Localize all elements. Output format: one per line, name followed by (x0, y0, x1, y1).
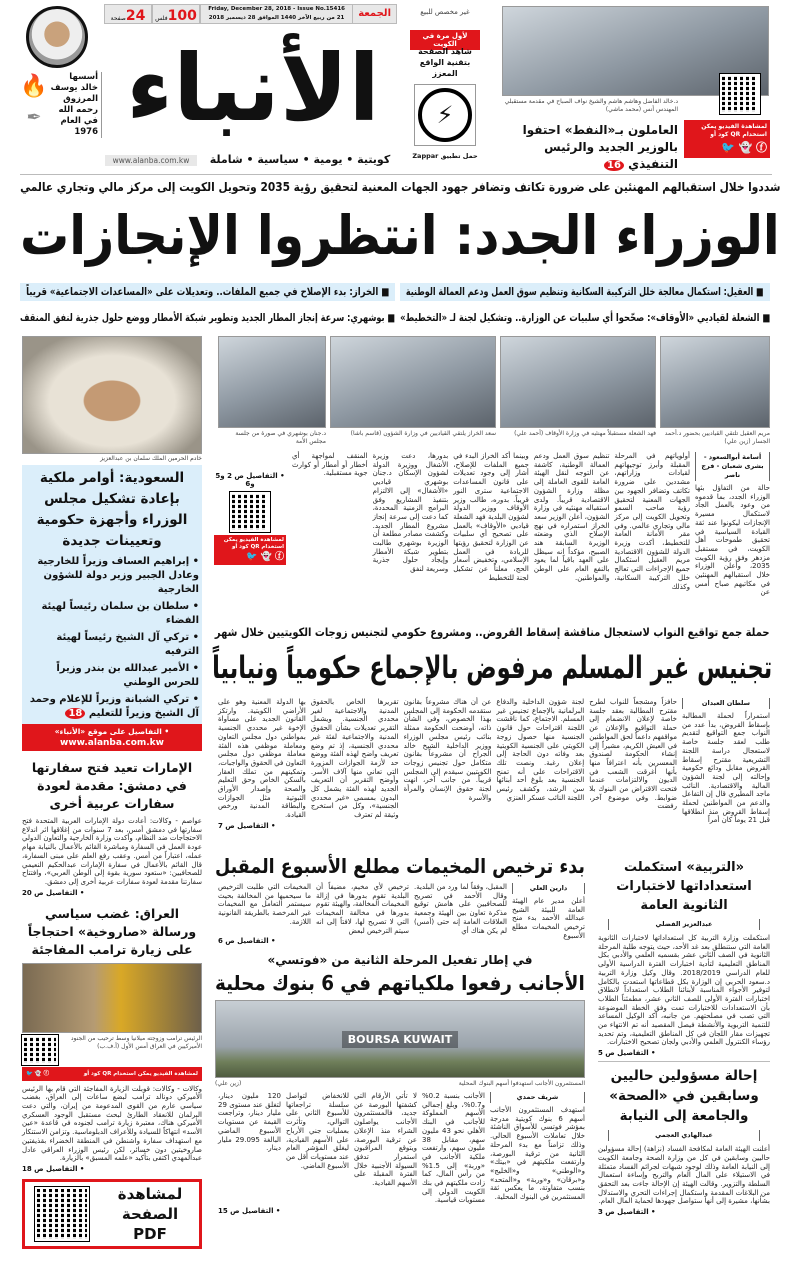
tarbiya-more[interactable]: • التفاصيل ص 5 (598, 1049, 656, 1058)
text-column: استمراراً لحملة المطالبة بإسقاط القروض، بدأ عدد من النواب جمع التواقيع لتقديم طلب لعقد جلسة خاصة لاستعجال دراسة اللجنة التشريعية مقترح إسقاط القروض مقابل ودائع حكومية وإحالته إلى لجنة الشؤون المالية والاقتصادية. النائب ماجد المطيري قال إن التفاعل والدعم من المواطنين لحملة إسقاط القروض منذ انطلاقها قبل 21 يوماً كان أمراً (682, 712, 770, 825)
founder-text (50, 72, 102, 138)
text-column: 120 مليون دينار، لتغلق عند مستوى 29 مليار دينار، وتراجعت القيمة عن مستويات الأسبوع الماضي البالغة 29.095 مليار دينار. (218, 1092, 282, 1153)
date-box (200, 4, 397, 24)
pdf-qr-code[interactable] (35, 1187, 89, 1241)
saudi-bullet: • سلطان بن سلمان رئيساً لهيئة الفضاء (41, 601, 199, 626)
saudi-box (22, 465, 202, 751)
text-column: لا تأتي الأرقام التي كشفتها البورصة عن جديد، فالمستثمرون الأجانب يواصلون الشراء منذ الإعلان عن ترقية البورصة، ويتوقع المراقبون استمرار تدفق السيولة الأجنبية خلال الفترة المقبلة على الأسهم القيادية. (354, 1092, 417, 1188)
social-icons[interactable]: ⓕ 👻 🐦 (26, 1070, 50, 1077)
top-headline[interactable] (500, 122, 678, 174)
photo-kharraz (330, 336, 496, 428)
text-column: أعلن مدير عام الهيئة العامة للبيئة الشيخ عبدالله الأحمد بدء منح ترخيص المخيمات مطلع الأسبوع (512, 897, 585, 940)
flame-pen-icon: 🔥 ✒ (20, 74, 48, 128)
date-en: Friday, December 28, 2018 - Issue No.15416 (208, 6, 345, 12)
nat-headline[interactable] (212, 641, 772, 695)
caption-aqeel: مريم العقيل تلتقي القياديين بحضور د.أحمد الجسار (زين علي) (664, 430, 770, 445)
newspaper-logo[interactable] (106, 30, 400, 148)
nat-kicker (215, 624, 770, 640)
top-headline-text: العاملون بـ«النفط» احتفوا بالوزير الجديد والرئيس التنفيذي (522, 123, 678, 171)
fatca-more[interactable]: • التفاصيل ص 15 (218, 1207, 281, 1216)
saudi-photo (22, 336, 202, 454)
qr-promo-text: لمشاهدة الفيديو يمكن استخدام QR كود أو (83, 1070, 198, 1077)
photo-bushehri (218, 336, 326, 428)
uae-more[interactable]: • التفاصيل ص 20 (22, 888, 85, 897)
text-column: عن أن هناك مشروعاً بقانون ستقدمه الحكومة إلى المجلس بهذا الخصوص، وفي الشأن ذاته، أوضحت الحكومة ممثلة بنائب رئيس مجلس الوزراء ووزير الداخلية الشيخ خالد الجراح أن مشروعاً بقانون متكامل حول تجنيس زوجات الكويتيين سيقدم إلى المجلس قريباً. من جانب آخر، انهت لجنة حقوق الإنسان والمرأة والأسرة (403, 698, 492, 802)
tarbiya-body: استكملت وزارة التربية كل استعداداتها لاختبارات الثانوية العامة التي ستنطلق بعد غد الأحد، حيث يتوجه طلبة المرحلة الثانوية في الصف الثاني عشر بقسميه العلمي والأدبي بكل المناطق التعليمية لتأدية اختبارات الفترة الدراسية الأولى للعام الدراسي 2018/2019. وقال وكيل وزارة التربية د.سعود الحربي إن الوزارة بكل قطاعاتها استعدت بالكامل لتوفير الأجواء المناسبة لأبنائنا الطلاب استعداداً لانطلاق اختبارات الفترة الأولى للصف الثاني عشر، مطمئناً الطلاب بأن الاستعدادات للاختبارات تمت وفق الخطة الموضوعة التي تصب في مصلحتهم. من جانبه، أكد الوكيل المساعد للتنمية التربوية والأنشطة فيصل المقصيد أنه تم الانتهاء من تجهيزات مقار اللجان في كل المناطق التعليمية، وتم تحديد رؤساء الكنترول العلمي والأدبي ولجان تصحيح الاختبارات. (598, 934, 770, 1047)
uae-headline[interactable]: الإمارات تعيد فتح سفارتها في دمشق: مقدمة لعودة سفارات عربية أخرى (31, 760, 193, 811)
text-column: المقبل، وفقاً لما ورد من البلدية. وقال الأحمد في تصريح للصحافيين على هامش توقيع مذكرة تعاون بين الهيئة وجمعية العلاقات العامة إنه حتى (أمس) لم يكن هناك أي (414, 883, 507, 935)
camps-body-wrap (218, 883, 507, 945)
saudi-site[interactable]: www.alanba.com.kw (60, 738, 164, 748)
logo-text: الأنباء (126, 35, 380, 142)
boursa-caption (215, 1080, 585, 1088)
iraq-more[interactable]: • التفاصيل ص 18 (22, 1164, 85, 1173)
nat-more[interactable]: • التفاصيل ص 7 (218, 821, 276, 830)
photo-shuala (500, 336, 656, 428)
referral-body: أعلنت الهيئة العامة لمكافحة الفساد (نزاهة) إحالة مسؤولين حاليين وسابقين في كل من وزارة الصحة وجامعة الكويت إلى النيابة العامة وذلك لوجود شبهات لجرائم الفساد متمثلة في الاستيلاء على المال العام والتربح وإساءة استعمال السلطة والتزوير. وقالت الهيئة إن الإحالة جاءت بعد التحقق من البلاغات المقدمة واستكمال إجراءات التحري والاستدلال بشأنها، مشيرة إلى أنها ستواصل جهودها لحماية المال العام. (598, 1145, 770, 1206)
founder-line: خالد يوسف (50, 83, 98, 93)
pdf-label: لمشاهدة الصفحة PDF (117, 1184, 183, 1243)
referral-more[interactable]: • التفاصيل ص 3 (598, 1208, 656, 1217)
text-column: بدورها، دعت وزيرة الأشغال ووزيرة الدولة لشؤون الإسكان د.جنان بوشهري قياديي «الأشغال» إلى الالتزام بتنفيذ المشاريع وفق البرامج الزمنية المحددة، كما دعت إلى سرعة إنجاز مشروع المطار الجديد. وكشفت مصادر مطلعة أن الوزيرة بوشهري طالبت بتطوير شبكة الأمطار وإيجاد حلول جذرية وسريعة لنفق (372, 452, 449, 574)
saudi-more-box[interactable] (22, 724, 202, 751)
lead-bar-left (20, 283, 395, 301)
camps-first-column (512, 883, 585, 941)
taglines-text: كويتية • يومية • سياسية • شاملة (209, 153, 391, 166)
fatca-first-column (490, 1092, 585, 1202)
top-qr-code[interactable] (720, 74, 760, 114)
founder-line: أسسها (69, 72, 98, 82)
tarbiya-byline: عبدالعزيز الفضلي (608, 919, 760, 930)
fatca-body (218, 1092, 485, 1205)
iraq-caption-row (22, 1035, 202, 1065)
founder-line: 1976 (74, 127, 98, 137)
promo-label: لأول مرة في الكويت (410, 30, 480, 50)
fatca-headline-text: الأجانب رفعوا ملكياتهم في 6 بنوك محلية (215, 971, 585, 995)
camps-headline[interactable] (215, 852, 585, 880)
text-column: للانخفاض لتواصل سلسلة تراجعاتها للأسبوع الثاني على التوالي، وتأثرت بعمليات جني الأرباح على الأسهم القيادية، ليغلق المؤشر العام عند مستويات أقل من الأسبوع الماضي. (286, 1092, 349, 1170)
price-unit: فلس (155, 15, 168, 22)
pages-count: 24 (125, 8, 146, 24)
caption-text: د.خالد الفاضل وهاشم هاشم والشيخ نواف الصباح في مقدمة مستقبلي المهندس أنس (504, 98, 678, 113)
lead-kicker-text: شددوا خلال استقبالهم المهنئين على ضرورة تكاتف وتضافر جهود الجهات المعنية لتحقيق رؤية 2035 وتحويل الكويت إلى مركز مالي وتجاري عالمي (19, 180, 780, 194)
founder-line: المرزوق (63, 94, 98, 104)
lead-line-right (400, 312, 770, 324)
lead-first-column (695, 452, 770, 597)
lead-video-promo[interactable] (214, 535, 286, 565)
caption-bushehri: د.جنان بوشهري في صورة من جلسة مجلس الأمة (235, 430, 326, 445)
nat-headline-text: تجنيس غير المسلم مرفوض بالإجماع حكومياً ونيابياً (211, 650, 772, 686)
saudi-bullet: • تركي آل الشيخ رئيساً لهيئة الترفيه (56, 632, 199, 657)
day-label: الجمعة (352, 5, 396, 23)
pdf-box[interactable] (22, 1179, 202, 1249)
uae-body: عواصم - وكالات: أعادت دولة الإمارات العربية المتحدة فتح سفارتها في دمشق أمس، بعد 7 سنوات من إغلاقها اثر اندلاع الاحتجاجات ضد النظام، وأكدت وزارة الخارجية والتعاون الدولي عودة العمل في السفارة ومباشرة القائم بالأعمال بالنيابة مهام عمله، اعتباراً من أمس. وعقب رفع العلم على مبنى السفارة، قال القائم بالأعمال في سفارة الإمارات عبدالحكيم النعيمي للصحافيين: «ستعود سورية بقوة إلى الوطن العربي»، وافتتاح سفارتنا مقدمة لعودة سفارات عربية أخرى إلى دمشق. (22, 817, 202, 886)
divider (598, 1061, 770, 1062)
photo-aqeel (660, 336, 770, 428)
boursa-sign: BOURSA KUWAIT (342, 1031, 458, 1048)
iraq-qr-code[interactable] (22, 1035, 58, 1065)
promo-text: شاهد الصفحة بتقنية الواقع المعزز (418, 47, 472, 78)
lead-headline[interactable] (20, 198, 780, 274)
left-sidebar (22, 336, 202, 1249)
caption-text: المستثمرون الأجانب استهدفوا أسهم البنوك المحلية (458, 1080, 585, 1087)
caption-shuala: فهد الشعلة مستقبلاً مهنئيه في وزارة الأوقاف (أحمد علي) (514, 430, 656, 437)
price-box (152, 4, 200, 24)
caption-credit: (زين علي) (215, 1080, 242, 1087)
nat-byline: سلطان العبدان (682, 698, 770, 709)
qr-promo-text: لمشاهدة الفيديو يمكن استخدام QR كود أو (223, 537, 284, 550)
text-column: بها الدولة المعنية وهو على الأراضي الكويتية. وارتكز القانون الجديد على مساواة الإخوة غير محددي الجنسية بمواطني دول مجلس التعاون ومعاملة موظفي هذه الفئة معاملة موظفي دول مجلس التعاون في الحقوق والواجبات، وتمكينهم من تملك العقار بالسكن الخاص وحق التعليم والصحة وإصدار الأوراق الثبوتية مثل الجوازات والبطاقة المدنية ورخص القيادة. (218, 698, 306, 820)
text-column: وبينما أكد الخراز البدء في جميع الملفات للإصلاح، أشار إلى وجود تعديلات على قانون المساعدات الاجتماعية سترى النور قريباً. بدوره، طالب وزير الأوقاف ووزير الدولة لشؤون البلدية فهد الشعلة قياديي «الأوقاف» بالعمل على تصحيح أي سلبيات عن الوزارة لتحقيق رؤيتها للريادة في العمل الإسلامي، وتخفيض أسعار الحج، معلناً عن تشكيل لجنة للتخطيط (453, 452, 529, 582)
lead-kicker (20, 179, 780, 195)
pages-box (104, 4, 152, 24)
lead-bar-right (400, 283, 770, 301)
iraq-caption (62, 1035, 202, 1051)
pages-unit: صفحة (110, 15, 126, 22)
referral-byline: عبدالهادي العجمي (608, 1130, 760, 1141)
date-ar: 21 من ربيع الآخر 1440 الموافق 28 ديسمبر 2018 (208, 15, 345, 21)
lead-headline-text: الوزراء الجدد: انتظروا الإنجازات (20, 204, 780, 267)
fatca-headline[interactable] (215, 968, 585, 998)
caption-kharraz: سعد الخراز يلتقي القياديين في وزارة الشؤون (قاسم باشا) (350, 430, 496, 437)
saudi-bullet: • إبراهيم العساف وزيراً للخارجية وعادل الجبير وزير دولة للشؤون الخارجية (37, 556, 199, 595)
camps-more[interactable]: • التفاصيل ص 6 (218, 937, 276, 946)
nat-kicker-text: حملة جمع تواقيع النواب لاستعجال مناقشة إسقاط القروض.. ومشروع حكومي لتجنيس زوجات الكويتيين خلال شهر (215, 625, 770, 639)
text-column: استهدف المستثمرون الأجانب أسهم 6 بنوك كويتية مدرجة بمؤشر فوتسي للأسواق الناشئة خلال تعاملات الأسبوع الحالي. وذلك تزامناً مع بدء المرحلة الثانية من ترقية البورصة، وارتفعت ملكيتهم في «بيتك» و«الوطني» و«الخليج» و«برقان» و«وربة» و«المتحد» بنسب متفاوتة، ما يعكس ثقة المستثمرين في البنوك المحلية. (490, 1106, 585, 1202)
text-column: المخيمات التي طلبت الترخيص ما سيحميها من المخالفة بحيث سيستمر التعامل مع المخيمات غير المرخصة بالطريقة القانونية اللازمة. (218, 883, 311, 926)
top-photo-caption (502, 98, 678, 114)
referral-headline[interactable]: إحالة مسؤولين حاليين وسابقين في «الصحة» والجامعة إلى النيابة (609, 1068, 759, 1125)
fatca-body-wrap (218, 1092, 485, 1215)
lead-side (214, 470, 286, 565)
zappar-label[interactable]: حمل تطبيق Zappar (412, 152, 478, 160)
text-column: تقريرها الخاص بالحقوق المدنية والاجتماعية لغير محددي الجنسية. ويشمل التقرير تعديلات بشأن الحقوق المدنية والاجتماعية لفئة غير محددي الجنسية، إذ تم وضع تعريف واضح لهذه الفئة ووضع حد لأزمة الجوازات المزورة التي تعاني منها آلاف الأسر. وأوضح التقرير أن التعريف الجديد لهذه الفئة يشمل كل البدون بمسمى «غير محددي الجنسية»، وكل من استخرج وثيقة لم تعترف (310, 698, 399, 820)
nat-body (218, 698, 677, 820)
camps-body (218, 883, 507, 935)
lead-bar-text: ■ العقيل: استكمال معالجة خلل التركيبة السكانية وتنظيم سوق العمل ودعم العمالة الوطنية (406, 286, 764, 298)
fatca-kicker-text: في إطار تفعيل المرحلة الثانية من «فوتسي» (267, 953, 533, 967)
page-badge: 16 (604, 160, 624, 171)
saudi-caption: خادم الحرمين الملك سلمان بن عبدالعزيز (100, 455, 202, 462)
iraq-headline[interactable]: العراق: غضب سياسي ورسالة «صاروخية» احتجاجاً على زيارة ترامب المفاجئة (27, 905, 197, 957)
taglines (200, 152, 400, 168)
lead-line-left (20, 312, 395, 324)
saudi-more: • التفاصيل على موقع «الأنباء» (54, 727, 170, 736)
website-link[interactable]: www.alanba.com.kw (105, 155, 197, 166)
text-column: تنظيم سوق العمل ودعم العمالة الوطنية، كاشفة عن التوجه لنقل الهيئة العامة للقوى العاملة إلى مظلة وزارة الشؤون الاقتصادية قريباً. ولدى استقباله مهنئيه في وزارة الشؤون، أعلن الوزير سعد الخراز استمراره في نهج الإصلاح الذي وضعته الوزيرة السابقة هند الصبيح، مؤكداً انه سيظل على العهد باقياً لما يعود بالنفع العام على الوطن والمواطنين. (533, 452, 610, 582)
text-column: حالة من التفاؤل بثها الوزراء الجدد، بما قدموه من وعود بالعمل الجاد لاستكمال مسيرة الإنجازات ليكونوا عند ثقة القيادة السياسية في تحقيق طموحات أهل الكويت، في مستقبل مزدهر وفق رؤية الكويت 2035، وأعلن الوزراء خلال استقبالهم المهنئين في مكاتبهم صباح أمس عن (695, 484, 770, 597)
price: 100 (167, 8, 197, 24)
camps-byline: دارين العلي (512, 883, 585, 894)
text-column: ترخيص لأي مخيم، مضيفاً أن البلدية تقوم بدورها في إزالة المخيمات المخالفة، والهيئة تقوم بدورها في مخالفة المخيمات التي لا تصريح لها، لافتاً إلى انه سيتم الترخيص لبعض (316, 883, 409, 935)
nat-first-column (682, 698, 770, 825)
saudi-bullet-text: • تركي الشبانة وزيراً للإعلام وحمد آل الشيخ وزيراً للتعليم (29, 694, 199, 719)
masthead-divider (20, 174, 772, 175)
nat-body-wrap (218, 698, 677, 830)
right-bottom-column (598, 858, 770, 1216)
text-column: أولوياتهم في المرحلة المقبلة وأبرز توجيهاتهم لقيادات وزاراتهم، مشددين على ضرورة تكاتف وتضافر الجهود بين الجهات المعنية لتحقيق رؤية صاحب السمو وتحويل الكويت إلى مركز مالي وتجاري عالمي. وفي مقر الأمانة العامة للتخطيط، أكدت وزيرة الدولة للشؤون الاقتصادية مريم العقيل استكمال جميع الإجراءات التي تعالج خلل التركيبة السكانية، وكذلك (614, 452, 690, 591)
founder-line: في العام (60, 116, 98, 126)
lead-byline: أسامة أبوالسعود - بشرى شعبان - فرج ناصر (695, 452, 770, 481)
not-for-sale: غير مخصص للبيع (420, 8, 470, 16)
text-column: حافزاً ومشجعاً للنواب لطرح مقترح المطالبة بعقد جلسة خاصة لإعلان الانضمام إلى حملة التواقيع والإعلان عن مواقفهم داعماً لحق المواطنين في العيش الكريم، مشيراً إلى إنشاء الحكومة لصندوق المعسرين بأنه اعترافاً منها بأنها أغرقت الشعب في الديون والالتزامات عندما فتحت الاقتراض من البنوك بلا ضوابط. وفي موضوع آخر، رفضت (589, 698, 677, 811)
boursa-photo (215, 1000, 585, 1078)
founder-portrait (26, 6, 88, 68)
iraq-video-promo[interactable] (22, 1067, 202, 1081)
saudi-headline[interactable]: السعودية: أوامر ملكية بإعادة تشكيل مجلس الوزراء وأجهزة حكومية وتعيينات جديدة (36, 470, 188, 549)
caption-text: الرئيس ترامب وزوجته ميلانيا وسط ترحيب من الجنود الأميركيين في العراق أمس الأول (70, 1034, 202, 1050)
lead-bar-text: ■ الخراز: بدء الإصلاح في جميع الملفات.. وتعديلات على «المساعدات الاجتماعية» قريباً (25, 286, 389, 298)
qr-promo-text: لمشاهدة الفيديو يمكن استخدام QR كود أو (701, 123, 767, 138)
text-column: لجنة شؤون الداخلية والدفاع البرلمانية بالإجماع تجنيس غير المسلم. الاجتماع، كما ناقشت اللجنة اقتراحات حول قانون الجنسية منها حصول زوجة الكويتي على الجنسية الكويتية بعد وفاته دون الحاجة إلى إعلان رغبة. ونصت تلك الاقتراحات على أنه تمنح الجنسية بعد بلوغ أحد أبنائها سن الرشد، وكشف رئيس اللجنة النائب عسكر العنزي (496, 698, 585, 802)
iraq-photo (22, 963, 202, 1033)
caption-credit: (أ.ف.ب) (97, 1042, 120, 1050)
lead-more[interactable]: • التفاصيل ص 2 و5 و6 (215, 472, 285, 488)
founder-line: رحمه الله (58, 105, 98, 115)
lead-qr-code[interactable] (230, 492, 270, 532)
social-icons[interactable]: ⓕ 👻 🐦 (246, 552, 284, 562)
tarbiya-headline[interactable]: «التربية» استكملت استعداداتها لاختبارات الثانوية العامة (616, 860, 752, 913)
fatca-kicker (215, 952, 585, 968)
social-icons[interactable]: ⓕ 👻 🐦 (720, 141, 767, 154)
fatca-byline: شريف حمدي (490, 1092, 585, 1103)
saudi-bullet (25, 693, 199, 721)
text-column: المنقف لمواجهة أي أخطار أو أمطار أو كوارث جوية مستقبلية. (292, 452, 368, 478)
camps-headline-text: بدء ترخيص المخيمات مطلع الأسبوع المقبل (215, 854, 585, 878)
saudi-bullet: • الأمير عبدالله بن بندر وزيراً للحرس الوطني (56, 663, 199, 688)
lead-body (292, 452, 690, 591)
date-text (201, 5, 352, 23)
caption-credit: (محمد ماشي) (605, 106, 642, 113)
page-badge: 18 (65, 708, 85, 719)
lead-line-text: ■ الشعلة لقياديي «الأوقاف»: صحّحوا أي سلبيات عن الوزارة.. وتشكيل لجنة لـ «التخطيط» (399, 312, 770, 324)
zappar-icon[interactable]: ⚡ (414, 84, 476, 146)
lead-line-text: ■ بوشهري: سرعة إنجاز المطار الجديد وتطوير شبكة الأمطار ووضع حلول جذرية لنفق المنقف (19, 312, 395, 324)
top-video-promo[interactable] (684, 120, 770, 158)
text-column: الأجانب بنسبة 0.2% و0.7%، وبلغ إجمالي الأسهم المملوكة للأجانب في البنك الأهلي نحو 43 مليون سهم، مقابل 38 مليون سهم، وارتفعت ملكية الأجانب في «وربة» إلى 1.5% من رأس المال، كما زادت ملكيتهم في بنك الكويت الدولي إلى مستويات قياسية. (422, 1092, 485, 1205)
iraq-body: وكالات - وكالات: قوبلت الزيارة المفاجئة التي قام بها الرئيس الأميركي دونالد ترامب لبضع ساعات إلى العراق، بغضب سياسي عارم من القوى المدعومة من إيران، والتي دعت البرلمان للانعقاد الطارئ لبحث مستقبل الوجود العسكري الأميركي هناك، معتبرة زيارة ترامب لجنوده في قاعدة «عين الأسد» انتهاكاً للسيادة وللأعراف الدبلوماسية. وتزامن الاستنكار مع استهداف سفارة واشنطن في المنطقة الخضراء بقذيفتين صاروخيتين دون خسائر، لكن رئيس الوزراء العراقي عادل عبدالمهدي اكتفى بتأكيد «علمه المسبق» بالزيارة. (22, 1084, 202, 1163)
